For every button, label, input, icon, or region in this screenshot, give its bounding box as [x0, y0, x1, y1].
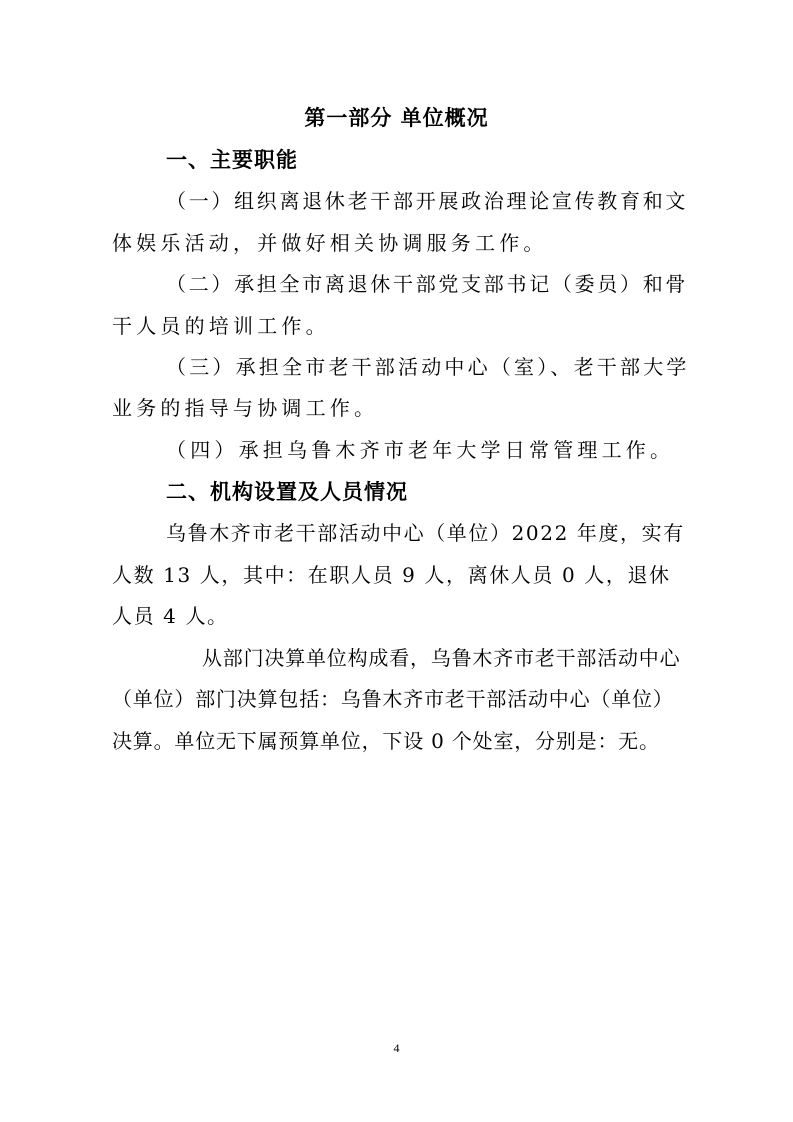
paragraph-line: （二）承担全市离退休干部党支部书记（委员）和骨	[166, 272, 689, 296]
paragraph-line: 决算。单位无下属预算单位，下设 0 个处室，分别是：无。	[112, 729, 660, 753]
paragraph-line: （一）组织离退休老干部开展政治理论宣传教育和文	[166, 189, 689, 213]
paragraph-line: （四）承担乌鲁木齐市老年大学日常管理工作。	[166, 438, 675, 462]
section-heading-organization-staff: 二、机构设置及人员情况	[166, 480, 408, 504]
paragraph-line: 业务的指导与协调工作。	[112, 396, 379, 420]
paragraph-line: 人员 4 人。	[112, 604, 229, 628]
paragraph-line: （三）承担全市老干部活动中心（室）、老干部大学	[166, 355, 690, 379]
paragraph-line: 从部门决算单位构成看，乌鲁木齐市老干部活动中心	[202, 646, 681, 670]
page-title: 第一部分 单位概况	[304, 106, 489, 130]
section-heading-main-functions: 一、主要职能	[166, 148, 298, 172]
paragraph-line: （单位）部门决算包括：乌鲁木齐市老干部活动中心（单位）	[112, 687, 674, 711]
page-number: 4	[393, 1041, 400, 1055]
paragraph-line: 体娱乐活动，并做好相关协调服务工作。	[112, 231, 548, 255]
paragraph-line: 干人员的培训工作。	[112, 314, 330, 338]
paragraph-line: 乌鲁木齐市老干部活动中心（单位）2022 年度，实有	[166, 521, 685, 545]
paragraph-line: 人数 13 人，其中：在职人员 9 人，离休人员 0 人，退休	[112, 563, 671, 587]
